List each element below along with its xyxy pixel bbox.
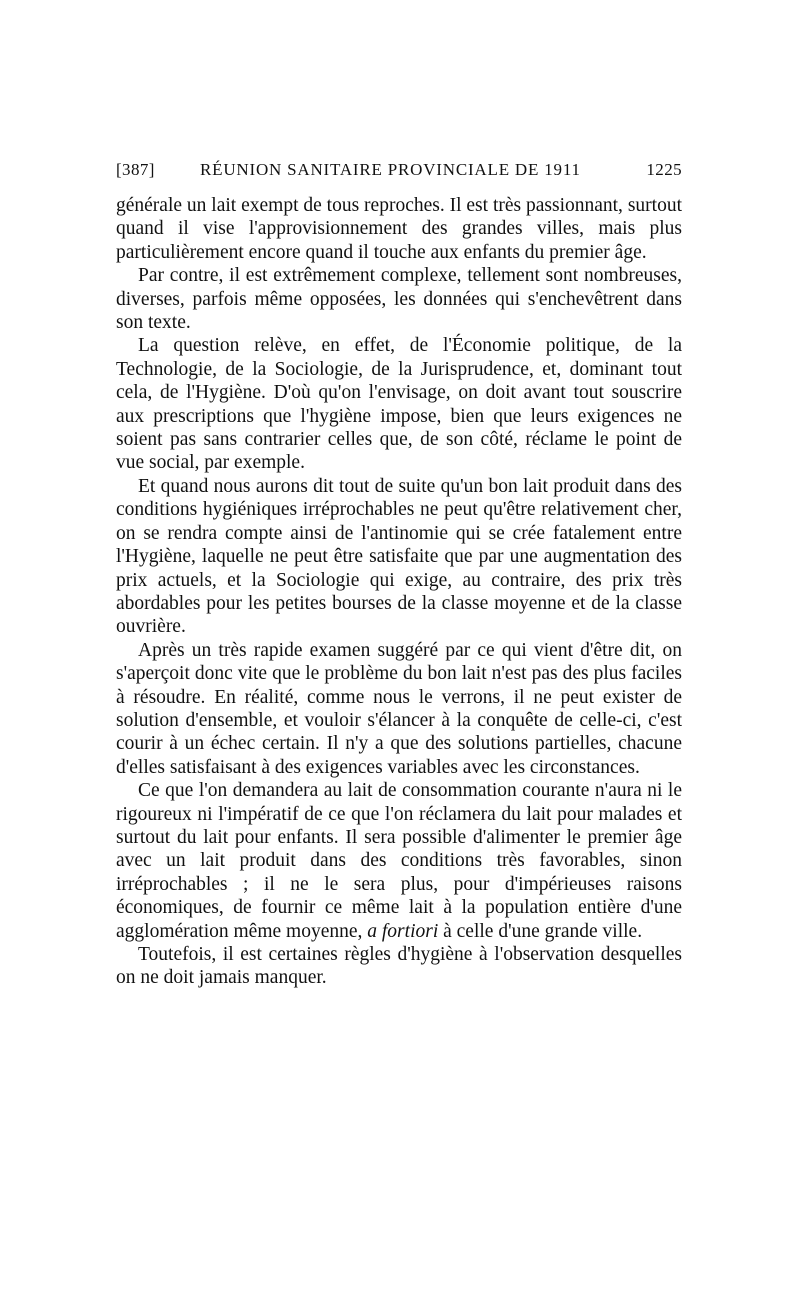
paragraph-2: Par contre, il est extrêmement complexe, tellement sont nombreuses, diverses, parfois même opposées, les données qui s'enchevêtrent dans son texte. bbox=[116, 265, 682, 334]
paragraph-7: Toutefois, il est certaines règles d'hygiène à l'observation desquelles on ne doit jamais manquer. bbox=[116, 944, 682, 989]
running-title: RÉUNION SANITAIRE PROVINCIALE DE 1911 bbox=[200, 160, 581, 179]
book-page bbox=[116, 160, 682, 990]
paragraph-6 bbox=[116, 779, 682, 943]
paragraph-1: générale un lait exempt de tous reproches. Il est très passionnant, surtout quand il vise l'approvisionnement des grandes villes, mais plus particulièrement encore quand il touche aux enfants du premier âge. bbox=[116, 195, 682, 263]
running-header bbox=[116, 160, 682, 190]
page-number: 1225 bbox=[646, 160, 682, 179]
paragraph-6-emphasis: a fortiori bbox=[367, 920, 439, 942]
body-text bbox=[116, 194, 682, 990]
paragraph-4: Et quand nous aurons dit tout de suite qu'un bon lait produit dans des conditions hygiéniques irréprochables ne peut qu'être relativement cher, on se rendra compte ainsi de l'antinomie qui se crée fatalement entre l'Hygiène, laquelle ne peut être satisfaite que par une augmentation des prix actuels, et la Sociologie qui exige, au contraire, des prix très abordables pour les petites bourses de la classe moyenne et de la classe ouvrière. bbox=[116, 475, 682, 638]
page-reference: [387] bbox=[116, 160, 155, 179]
paragraph-5: Après un très rapide examen suggéré par ce qui vient d'être dit, on s'aperçoit donc vite que le problème du bon lait n'est pas des plus faciles à résoudre. En réalité, comme nous le verrons, il ne peut exister de solution d'ensemble, et vouloir s'élancer à la conquête de celle-ci, c'est courir à un échec certain. Il n'y a que des solutions partielles, chacune d'elles satisfaisant à des exigences variables avec les circonstances. bbox=[116, 639, 682, 778]
paragraph-3: La question relève, en effet, de l'Économie politique, de la Technologie, de la Sociologie, de la Jurisprudence, et, dominant tout cela, de l'Hygiène. D'où qu'on l'envisage, on doit avant tout souscrire aux prescriptions que l'hygiène impose, bien que leurs exigences ne soient pas sans contrarier celles que, de son côté, réclame le point de vue social, par exemple. bbox=[116, 335, 682, 474]
paragraph-6-text-before: Ce que l'on demandera au lait de consommation courante n'aura ni le rigoureux ni l'impératif de ce que l'on réclamera du lait pour malades et surtout du lait pour enfants. Il sera possible d'alimenter le premier âge avec un lait produit dans des conditions très favorables, sinon irréprochables ; il ne le sera plus, pour d'impérieuses raisons économiques, de fournir ce même lait à la population entière d'une agglomération même moyenne, bbox=[116, 780, 682, 942]
paragraph-6-text-after: à celle d'une grande ville. bbox=[443, 920, 643, 942]
